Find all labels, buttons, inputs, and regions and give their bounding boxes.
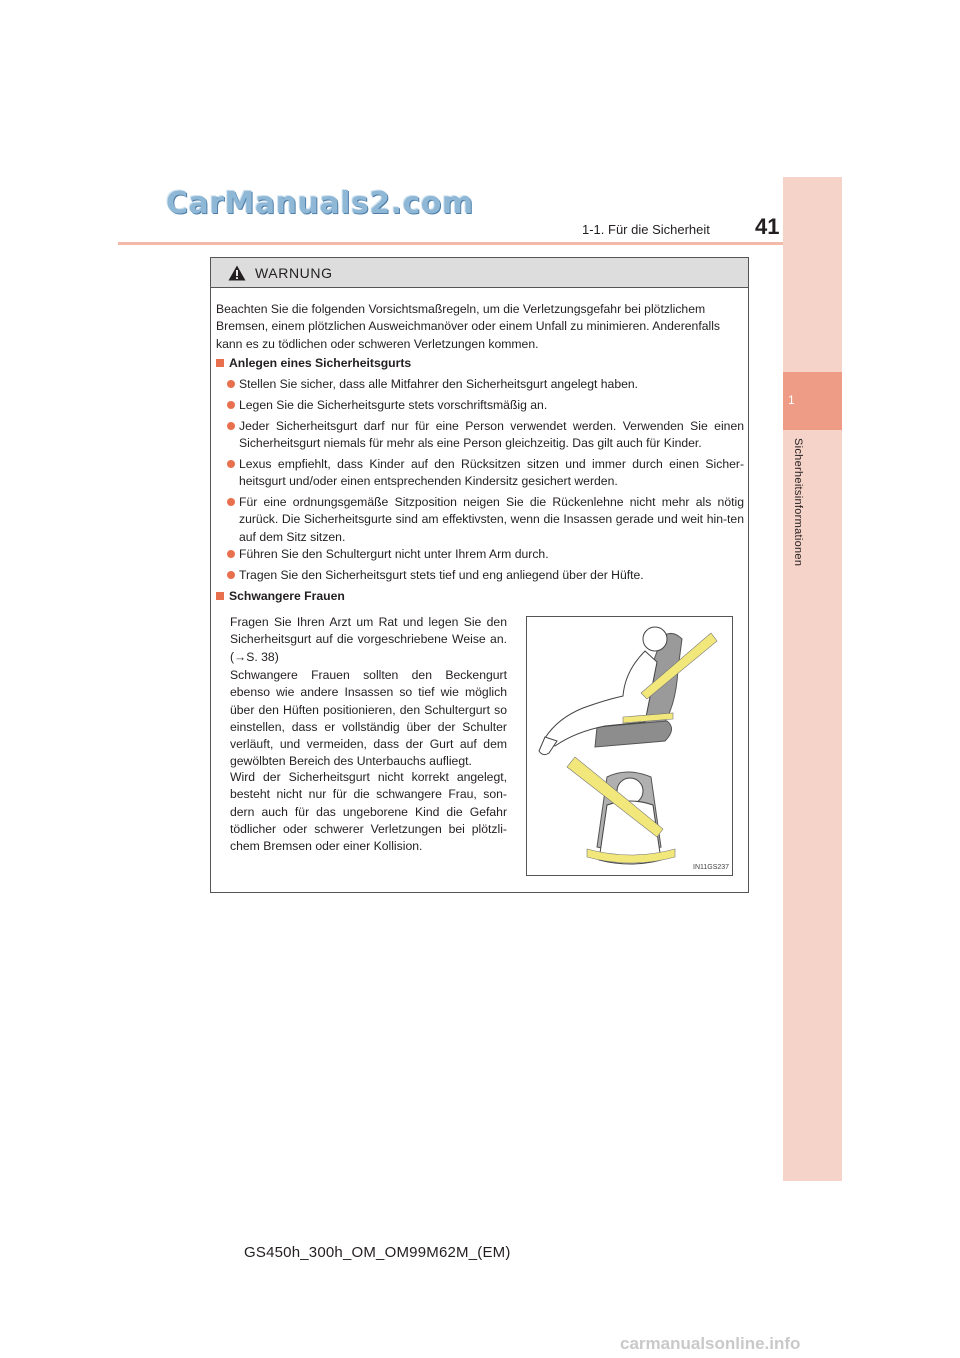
list-item bbox=[227, 418, 744, 453]
list-item bbox=[227, 567, 744, 584]
list-item bbox=[227, 397, 744, 414]
warning-intro: Beachten Sie die folgenden Vorsichtsmaßregeln, um die Verletzungsgefahr bei plötzlichem Bremsen, einem plötzlichen Ausweichmanöver oder einem Unfall zu minimieren. Anderenfalls kann es zu tödlichen oder schweren Verletzungen kommen. bbox=[216, 302, 720, 351]
watermark-bottom: carmanualsonline.info bbox=[620, 1334, 801, 1353]
warning-title: WARNUNG bbox=[255, 265, 333, 281]
section-heading-pregnant bbox=[216, 589, 345, 603]
watermark-logo: CarManuals2.com bbox=[166, 186, 474, 221]
page-number: 41 bbox=[755, 214, 780, 239]
section-heading-text: Schwangere Frauen bbox=[229, 589, 345, 603]
bullet-dot-icon bbox=[227, 422, 235, 430]
list-item bbox=[227, 376, 744, 393]
square-bullet-icon bbox=[216, 359, 224, 367]
side-tab-number: 1 bbox=[788, 393, 795, 407]
paragraph: Schwangere Frauen sollten den Beckengurt ebenso wie andere Insassen so tief wie möglich über den Hüften positionieren, den Schultergurt so einstellen, dass er vollständig über der Schulter verläuft, und vermeiden, dass der Gurt auf dem gewölbten Bereich des Unterbauchs aufliegt. bbox=[230, 668, 507, 769]
seatbelt-pregnant-illustration bbox=[526, 616, 733, 876]
seatbelt-figure-icon bbox=[527, 617, 732, 875]
list-item-text: Führen Sie den Schultergurt nicht unter Ihrem Arm durch. bbox=[239, 547, 549, 561]
paragraph: Fragen Sie Ihren Arzt um Rat und legen Sie den Sicherheitsgurt auf die vorgeschriebene Weise an. (→S. 38) bbox=[230, 615, 507, 664]
warning-box bbox=[210, 257, 749, 893]
side-tab-label: Sicherheitsinformationen bbox=[792, 438, 804, 567]
square-bullet-icon bbox=[216, 592, 224, 600]
bullet-dot-icon bbox=[227, 571, 235, 579]
list-item-text: Stellen Sie sicher, dass alle Mitfahrer den Sicherheitsgurt angelegt haben. bbox=[239, 377, 639, 391]
warning-triangle-icon bbox=[228, 265, 246, 281]
section-heading-seatbelt bbox=[216, 356, 411, 370]
bullet-dot-icon bbox=[227, 460, 235, 468]
side-strip bbox=[783, 177, 842, 1181]
list-item-text: Für eine ordnungsgemäße Sitzposition neigen Sie die Rückenlehne nicht mehr als nötig zurück. Die Sicherheitsgurte sind am effektivsten, wenn die Insassen gerade und weit hin-ten auf dem Sitz sitzen. bbox=[239, 495, 744, 544]
bullet-dot-icon bbox=[227, 550, 235, 558]
list-item bbox=[227, 546, 744, 563]
bullet-dot-icon bbox=[227, 380, 235, 388]
illustration-code: IN11GS237 bbox=[693, 864, 730, 871]
bullet-dot-icon bbox=[227, 401, 235, 409]
list-item bbox=[227, 456, 744, 491]
header-divider bbox=[118, 242, 783, 245]
list-item-text: Legen Sie die Sicherheitsgurte stets vorschriftsmäßig an. bbox=[239, 398, 548, 412]
list-item-text: Tragen Sie den Sicherheitsgurt stets tief und eng anliegend über der Hüfte. bbox=[239, 568, 644, 582]
bullet-dot-icon bbox=[227, 498, 235, 506]
list-item-text: Jeder Sicherheitsgurt darf nur für eine Person verwendet werden. Verwenden Sie einen Sicherheitsgurt niemals für mehr als eine Person gleichzeitig. Das gilt auch für Kinder. bbox=[239, 419, 744, 451]
list-item-text: Lexus empfiehlt, dass Kinder auf den Rücksitzen sitzen und immer durch einen Sicher-heitsgurt und/oder einen entsprechenden Kindersitz gesichert werden. bbox=[239, 457, 744, 489]
footer-code: GS450h_300h_OM_OM99M62M_(EM) bbox=[244, 1244, 511, 1261]
section-title: 1-1. Für die Sicherheit bbox=[582, 222, 710, 237]
list-item bbox=[227, 494, 744, 546]
section-heading-text: Anlegen eines Sicherheitsgurts bbox=[229, 356, 412, 370]
warning-header bbox=[211, 258, 748, 288]
paragraph: Wird der Sicherheitsgurt nicht korrekt angelegt, besteht nicht nur für die schwangere Frau, son-dern auch für das ungeborene Kind die Gefahr tödlicher oder schwerer Verletzungen bei plötzli-chem Bremsen oder einer Kollision. bbox=[230, 770, 507, 854]
